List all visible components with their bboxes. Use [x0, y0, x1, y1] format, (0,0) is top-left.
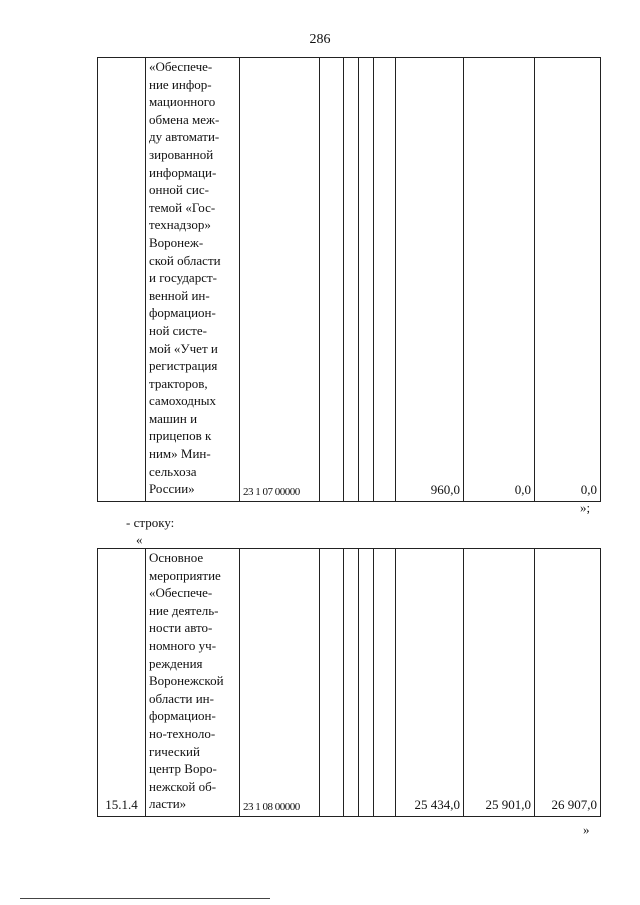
row-number-cell [98, 58, 146, 502]
name-line: формацион- [149, 708, 216, 724]
budget-table-continued [97, 57, 601, 502]
measure-name-cell [146, 58, 240, 502]
name-line: онной сис- [149, 182, 209, 198]
amount-cell-year-3: 0,0 [535, 58, 601, 502]
name-line: Основное [149, 550, 204, 565]
budget-table-replacement [97, 548, 601, 817]
closing-quote: »; [580, 500, 591, 515]
name-line: Воронеж- [149, 234, 204, 250]
instruction-text: - строку: [126, 515, 175, 530]
name-line: формацион- [149, 305, 216, 321]
empty-cell [344, 549, 359, 817]
name-line: ности авто- [149, 620, 213, 636]
name-line: машин и [149, 410, 198, 426]
name-line: мой «Учет и [149, 340, 218, 356]
empty-cell [374, 58, 396, 502]
name-line: нежской об- [149, 778, 217, 794]
name-line: темой «Гос- [149, 199, 216, 215]
name-line: ним» Мин- [149, 446, 211, 462]
empty-cell [320, 549, 344, 817]
name-line: и государст- [149, 270, 217, 286]
name-line: ласти» [149, 796, 187, 812]
name-line: Воронежской [149, 673, 224, 689]
name-line: сельхоза [149, 463, 197, 479]
empty-cell [344, 58, 359, 502]
name-line: тракторов, [149, 375, 208, 391]
measure-name-cell [146, 549, 240, 817]
name-line: ной систе- [149, 322, 207, 338]
page-number: 286 [309, 32, 331, 47]
table-row [98, 58, 601, 502]
name-line: но-техноло- [149, 725, 216, 741]
name-line: мационного [149, 94, 216, 110]
amount-cell-year-1: 25 434,0 [396, 549, 464, 817]
name-line: зированной [149, 146, 214, 162]
name-line: прицепов к [149, 428, 212, 444]
footer-rule [20, 898, 270, 899]
name-line: обмена меж- [149, 111, 220, 127]
name-line: информаци- [149, 164, 217, 180]
name-line: «Обеспече- [149, 59, 213, 74]
name-line: ду автомати- [149, 129, 220, 145]
name-line: ние деятель- [149, 602, 219, 618]
name-line: центр Воро- [149, 761, 217, 777]
row-number-cell: 15.1.4 [98, 549, 146, 817]
name-line: ние инфор- [149, 76, 212, 92]
name-line: самоходных [149, 393, 217, 409]
name-line: технадзор» [149, 217, 211, 233]
empty-cell [359, 549, 374, 817]
amount-cell-year-2: 0,0 [464, 58, 535, 502]
name-line: гический [149, 743, 200, 759]
name-line: номного уч- [149, 637, 217, 653]
name-line: России» [149, 481, 195, 497]
opening-quote: « [136, 532, 143, 547]
name-line: мероприятие [149, 567, 221, 583]
name-line: венной ин- [149, 287, 210, 303]
name-line: области ин- [149, 690, 214, 706]
name-line: реждения [149, 655, 203, 671]
empty-cell [320, 58, 344, 502]
empty-cell [374, 549, 396, 817]
name-line: регистрация [149, 358, 218, 374]
empty-cell [359, 58, 374, 502]
name-line: «Обеспече- [149, 585, 213, 601]
name-line: ской области [149, 252, 221, 268]
table-row [98, 549, 601, 817]
closing-quote: » [583, 822, 590, 837]
amount-cell-year-3: 26 907,0 [535, 549, 601, 817]
budget-code-cell: 23 1 08 00000 [240, 549, 320, 817]
amount-cell-year-2: 25 901,0 [464, 549, 535, 817]
amount-cell-year-1: 960,0 [396, 58, 464, 502]
budget-code-cell: 23 1 07 00000 [240, 58, 320, 502]
